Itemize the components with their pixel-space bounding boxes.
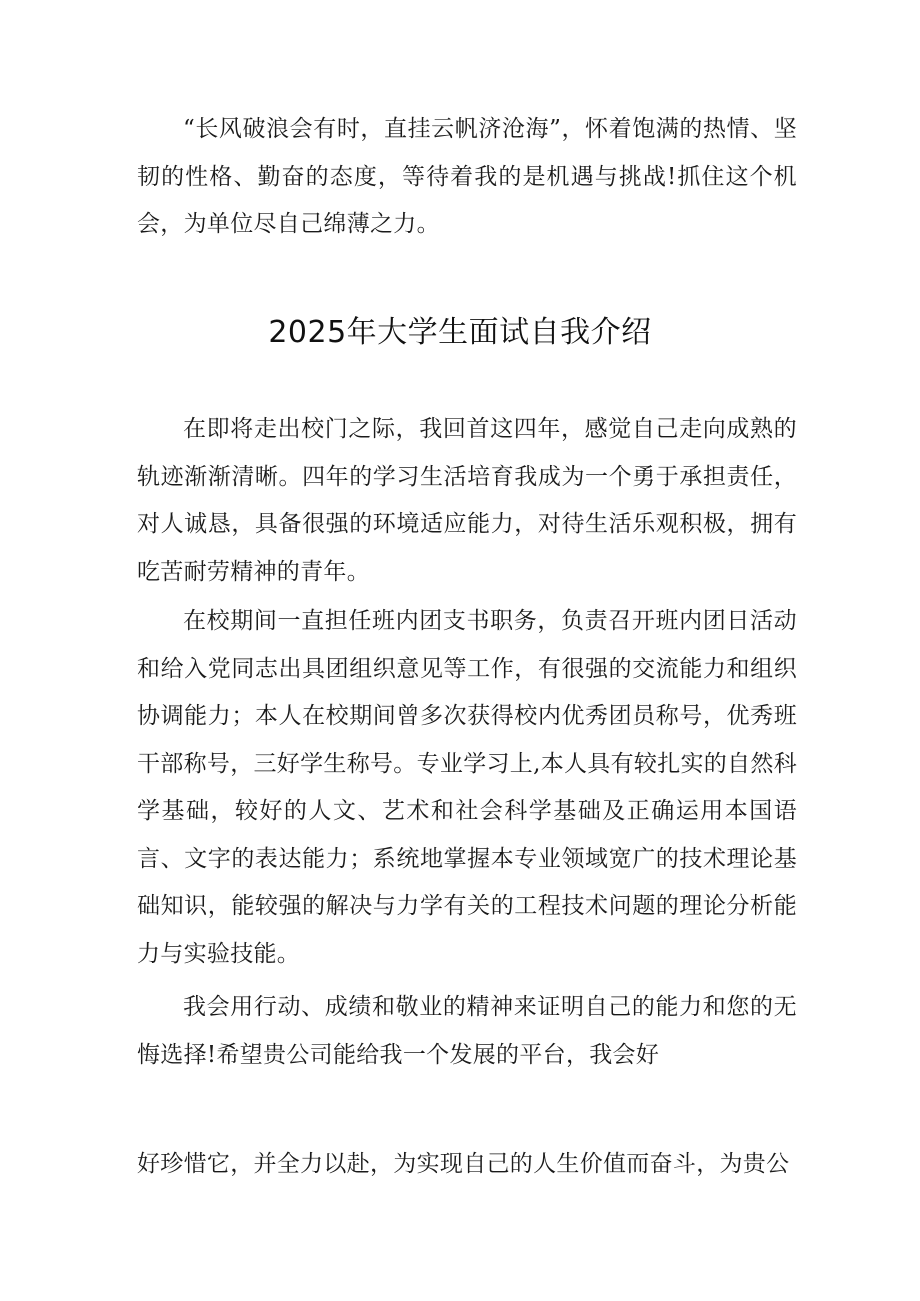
body-paragraph-2: 在校期间一直担任班内团支书职务，负责召开班内团日活动和给入党同志出具团组织意见等工作，有很强的交流能力和组织协调能力；本人在校期间曾多次获得校内优秀团员称号，优秀班干部称号，三好学生称号。专业学习上,本人具有较扎实的自然科学基础，较好的人文、艺术和社会科学基础及正确运用本国语言、文字的表达能力；系统地掌握本专业领域宽广的技术理论基础知识，能较强的解决与力学有关的工程技术问题的理论分析能力与实验技能。 bbox=[137, 608, 798, 967]
body-paragraph-1: 在即将走出校门之际，我回首这四年，感觉自己走向成熟的轨迹渐渐清晰。四年的学习生活培育我成为一个勇于承担责任，对人诚恳，具备很强的环境适应能力，对待生活乐观积极，拥有吃苦耐劳精神的青年。 bbox=[137, 416, 797, 585]
continuation-paragraph: 好珍惜它，并全力以赴，为实现自己的人生价值而奋斗，为贵公 bbox=[137, 1151, 790, 1177]
document-title: 2025年大学生面试自我介绍 bbox=[268, 315, 652, 350]
intro-paragraph: “长风破浪会有时，直挂云帆济沧海”，怀着饱满的热情、坚韧的性格、勤奋的态度，等待着我的是机遇与挑战!抓住这个机会，为单位尽自己绵薄之力。 bbox=[137, 116, 797, 237]
body-paragraph-3: 我会用行动、成绩和敬业的精神来证明自己的能力和您的无悔选择!希望贵公司能给我一个发展的平台，我会好 bbox=[137, 994, 797, 1068]
